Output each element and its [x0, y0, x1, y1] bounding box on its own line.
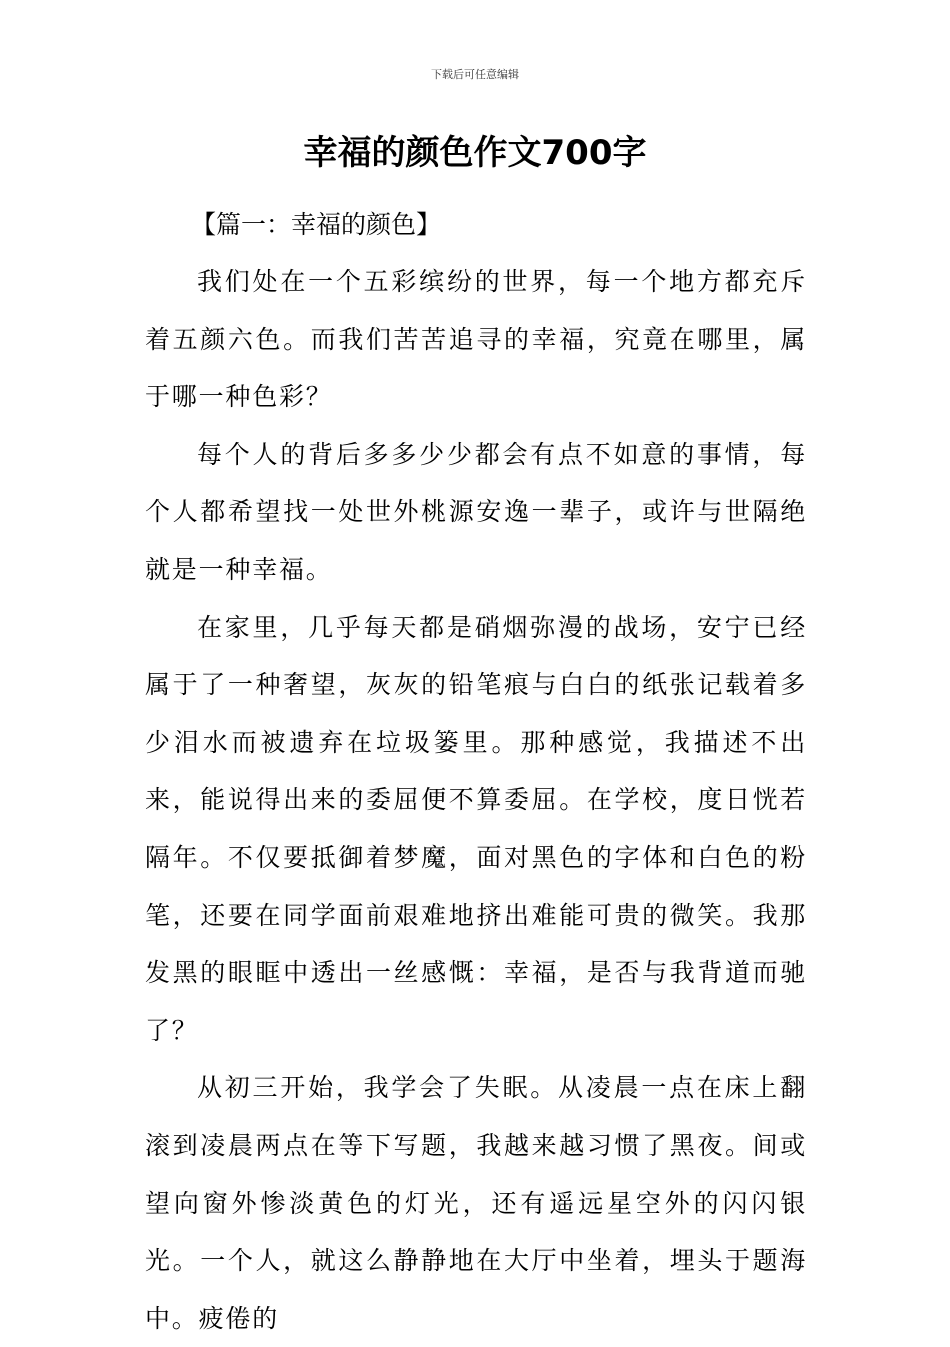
paragraph-2: 每个人的背后多多少少都会有点不如意的事情，每个人都希望找一处世外桃源安逸一辈子，或许与世隔绝就是一种幸福。 [145, 439, 807, 584]
document-title: 幸福的颜色作文700字 [303, 133, 647, 173]
paragraph-4: 从初三开始，我学会了失眠。从凌晨一点在床上翻滚到凌晨两点在等下写题，我越来越习惯了黑夜。间或望向窗外惨淡黄色的灯光，还有遥远星空外的闪闪银光。一个人，就这么静静地在大厅中坐着，埋头于题海中。疲倦的 [145, 1073, 807, 1333]
paragraph-3: 在家里，几乎每天都是硝烟弥漫的战场，安宁已经属于了一种奢望，灰灰的铅笔痕与白白的纸张记载着多少泪水而被遗弃在垃圾篓里。那种感觉，我描述不出来，能说得出来的委屈便不算委屈。在学校，度日恍若隔年。不仅要抵御着梦魔，面对黑色的字体和白色的粉笔，还要在同学面前艰难地挤出难能可贵的微笑。我那发黑的眼眶中透出一丝感慨：幸福，是否与我背道而驰了？ [145, 612, 807, 1045]
header-note: 下载后可任意编辑 [431, 68, 519, 81]
document-body [145, 196, 807, 1347]
section-heading: 【篇一：幸福的颜色】 [191, 210, 442, 239]
paragraph-1: 我们处在一个五彩缤纷的世界，每一个地方都充斥着五颜六色。而我们苦苦追寻的幸福，究竟在哪里，属于哪一种色彩？ [145, 267, 807, 412]
